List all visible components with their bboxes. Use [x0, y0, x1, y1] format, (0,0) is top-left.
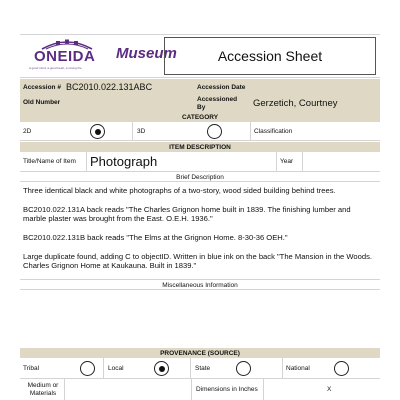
description-paragraph: BC2010.022.131A back reads "The Charles Grignon home built in 1839. The finishing lumber and marble plaster was brought from the East. O.E.H. 1936."	[23, 205, 351, 224]
classification-label: Classification	[254, 128, 293, 135]
accession-band	[20, 79, 380, 112]
item-title-row	[20, 152, 380, 172]
provenance-local-radio[interactable]	[154, 361, 169, 376]
category-heading: CATEGORY	[181, 113, 219, 121]
category-2d-radio[interactable]	[90, 124, 105, 139]
item-title-label: Title/Name of Item	[23, 158, 76, 165]
category-heading-bar	[20, 112, 380, 122]
accession-number-value: BC2010.022.131ABC	[66, 82, 153, 92]
brief-description-heading-row	[20, 172, 380, 182]
category-3d-radio[interactable]	[207, 124, 222, 139]
accession-sheet	[20, 0, 380, 400]
logo-text: ONEIDA	[34, 48, 96, 65]
dimensions-x-separator: X	[327, 386, 332, 393]
provenance-national-radio[interactable]	[334, 361, 349, 376]
provenance-heading: PROVENANCE (SOURCE)	[160, 349, 240, 357]
provenance-tribal-label: Tribal	[23, 365, 40, 372]
accession-date-label: Accession Date	[197, 84, 246, 91]
accessioned-by-value: Gerzetich, Courtney	[253, 98, 338, 109]
provenance-national-label: National	[286, 365, 310, 372]
accession-number-label: Accession #	[23, 84, 61, 91]
sheet-title: Accession Sheet	[217, 48, 323, 64]
category-row	[20, 122, 380, 141]
provenance-local-label: Local	[108, 365, 124, 372]
year-label: Year	[280, 158, 294, 165]
category-2d-label: 2D	[23, 128, 32, 135]
sheet-title-box	[164, 37, 376, 75]
provenance-state-radio[interactable]	[236, 361, 251, 376]
medium-materials-label: Medium or Materials	[27, 382, 59, 397]
misc-information-label: Miscellaneous Information	[162, 281, 238, 289]
provenance-tribal-radio[interactable]	[80, 361, 95, 376]
sheet-header	[20, 34, 380, 78]
brief-description-label: Brief Description	[176, 173, 224, 181]
item-title-value[interactable]: Photograph	[90, 154, 158, 169]
description-paragraph: Large duplicate found, adding C to objectID. Written in blue ink on the back "The Mansion in the Woods. Charles Grignon Home at Kaukauna. Built in 1839."	[23, 252, 372, 271]
logo-tagline: A good mind, a good heart, a strong fire	[29, 66, 82, 70]
brief-description-body[interactable]	[20, 182, 380, 280]
dimensions-label: Dimensions in Inches	[196, 386, 258, 393]
description-paragraph: BC2010.022.131B back reads "The Elms at the Grignon Home. 8-30-36 OEH."	[23, 233, 288, 242]
old-number-label: Old Number	[23, 99, 61, 106]
misc-information-body[interactable]	[20, 290, 380, 348]
item-description-heading: ITEM DESCRIPTION	[169, 143, 231, 151]
description-paragraph: Three identical black and white photographs of a two-story, wood sided building behind trees.	[23, 186, 336, 195]
misc-information-heading-row	[20, 280, 380, 290]
provenance-heading-bar	[20, 348, 380, 358]
materials-row	[20, 379, 380, 400]
app-title: Museum	[116, 45, 177, 62]
provenance-row	[20, 358, 380, 379]
provenance-state-label: State	[195, 365, 211, 372]
category-3d-label: 3D	[137, 128, 146, 135]
accessioned-by-label: Accessioned By	[197, 96, 238, 111]
oneida-logo	[28, 38, 108, 78]
item-description-heading-bar	[20, 142, 380, 152]
